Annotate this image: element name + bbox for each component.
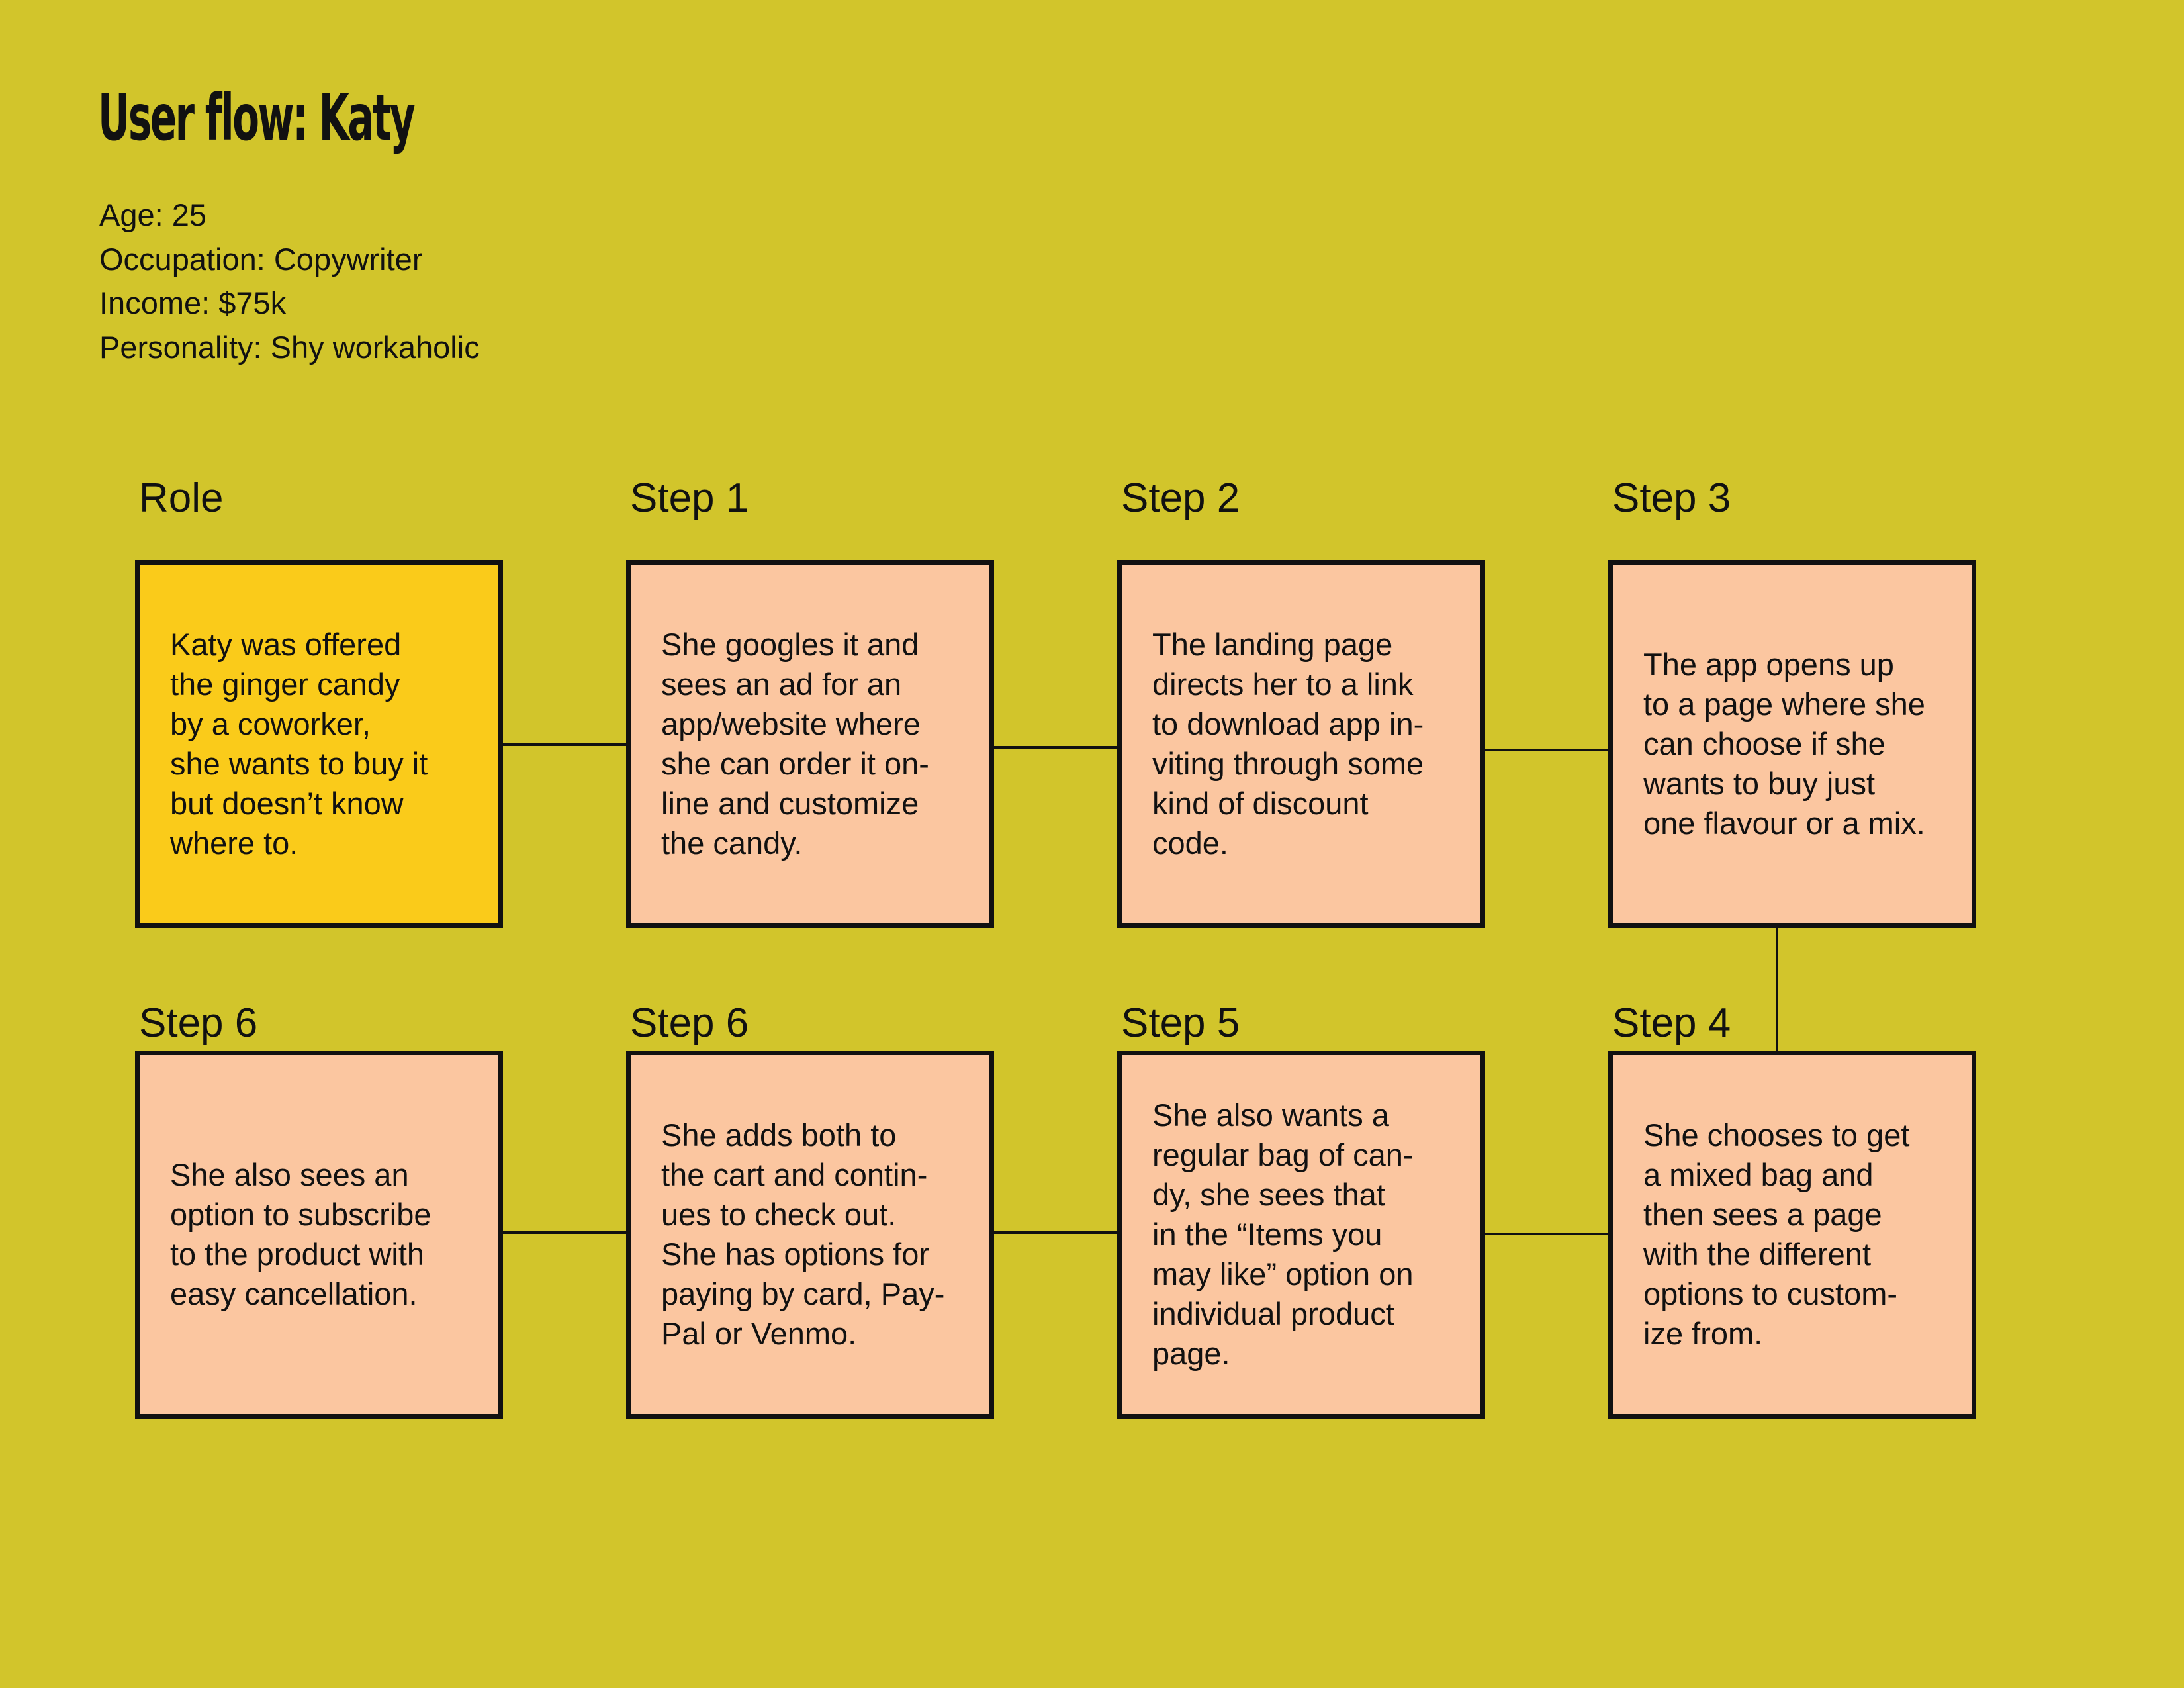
step-5-card — [1117, 1051, 1485, 1419]
step-2-card — [1117, 560, 1485, 928]
step-6b-card — [135, 1051, 503, 1419]
step-6b-label: Step 6 — [139, 1000, 258, 1046]
persona-income: Income: $75k — [99, 285, 287, 320]
persona-age: Age: 25 — [99, 197, 207, 232]
persona-personality: Personality: Shy workaholic — [99, 329, 480, 365]
step-6-card — [626, 1051, 994, 1419]
persona-occupation: Occupation: Copywriter — [99, 241, 423, 277]
step-3-label: Step 3 — [1612, 475, 1731, 521]
step-5-card-text: She also wants a regular bag of can- dy, she sees that in the “Items you may like” option on individual product page. — [1152, 1098, 1414, 1371]
step-3-card — [1608, 560, 1976, 928]
step-3-card-text: The app opens up to a page where she can choose if she wants to buy just one flavour or a mix. — [1643, 647, 1925, 841]
page-title: User flow: Katy — [98, 81, 414, 155]
step-6-label: Step 6 — [630, 1000, 749, 1046]
step-6-card-text: She adds both to the cart and contin- ues to check out. She has options for paying by card, Pay- Pal or Venmo. — [661, 1117, 945, 1351]
step-5-label: Step 5 — [1121, 1000, 1240, 1046]
step-1-card — [626, 560, 994, 928]
role-card — [135, 560, 503, 928]
step-4-card-text: She chooses to get a mixed bag and then sees a page with the different options to custom- ize from. — [1643, 1117, 1910, 1351]
role-label: Role — [139, 475, 224, 521]
step-1-label: Step 1 — [630, 475, 749, 521]
step-2-label: Step 2 — [1121, 475, 1240, 521]
step-4-label: Step 4 — [1612, 1000, 1731, 1046]
role-card-text: Katy was offered the ginger candy by a coworker, she wants to buy it but doesn’t know where to. — [170, 627, 428, 861]
step-1-card-text: She googles it and sees an ad for an app/website where she can order it on- line and customize the candy. — [661, 627, 929, 861]
step-6b-card-text: She also sees an option to subscribe to the product with easy cancellation. — [170, 1157, 432, 1311]
step-4-card — [1608, 1051, 1976, 1419]
step-2-card-text: The landing page directs her to a link to download app in- viting through some kind of discount code. — [1152, 627, 1424, 861]
